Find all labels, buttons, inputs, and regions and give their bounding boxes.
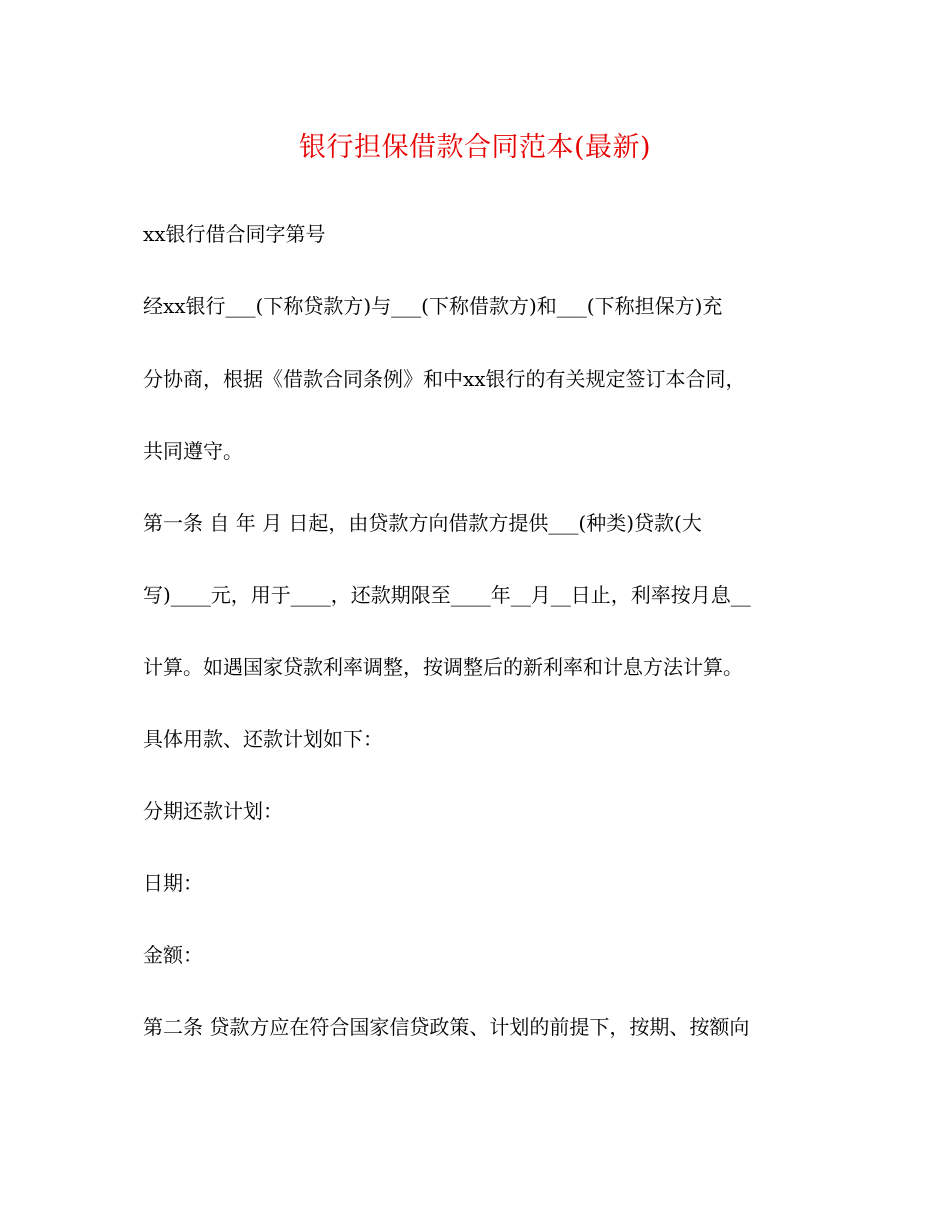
paragraph-line: 具体用款、还款计划如下：: [143, 727, 383, 751]
amount-label: 金额：: [143, 943, 203, 967]
contract-number-line: xx银行借合同字第号: [143, 222, 326, 246]
paragraph-line: 共同遵守。: [143, 439, 243, 463]
installment-plan-label: 分期还款计划：: [143, 799, 283, 823]
paragraph-line: 计算。如遇国家贷款利率调整，按调整后的新利率和计息方法计算。: [143, 655, 743, 679]
article-one-line: 第一条 自 年 月 日起，由贷款方向借款方提供___(种类)贷款(大: [143, 511, 702, 535]
paragraph-line: 分协商，根据《借款合同条例》和中xx银行的有关规定签订本合同，: [143, 367, 746, 391]
paragraph-line: 写)____元，用于____，还款期限至____年__月__日止，利率按月息__: [143, 583, 751, 607]
paragraph-line: 经xx银行___(下称贷款方)与___(下称借款方)和___(下称担保方)充: [143, 294, 723, 318]
article-two-line: 第二条 贷款方应在符合国家信贷政策、计划的前提下，按期、按额向: [143, 1015, 750, 1039]
document-title: 银行担保借款合同范本(最新): [298, 132, 652, 163]
date-label: 日期：: [143, 871, 203, 895]
